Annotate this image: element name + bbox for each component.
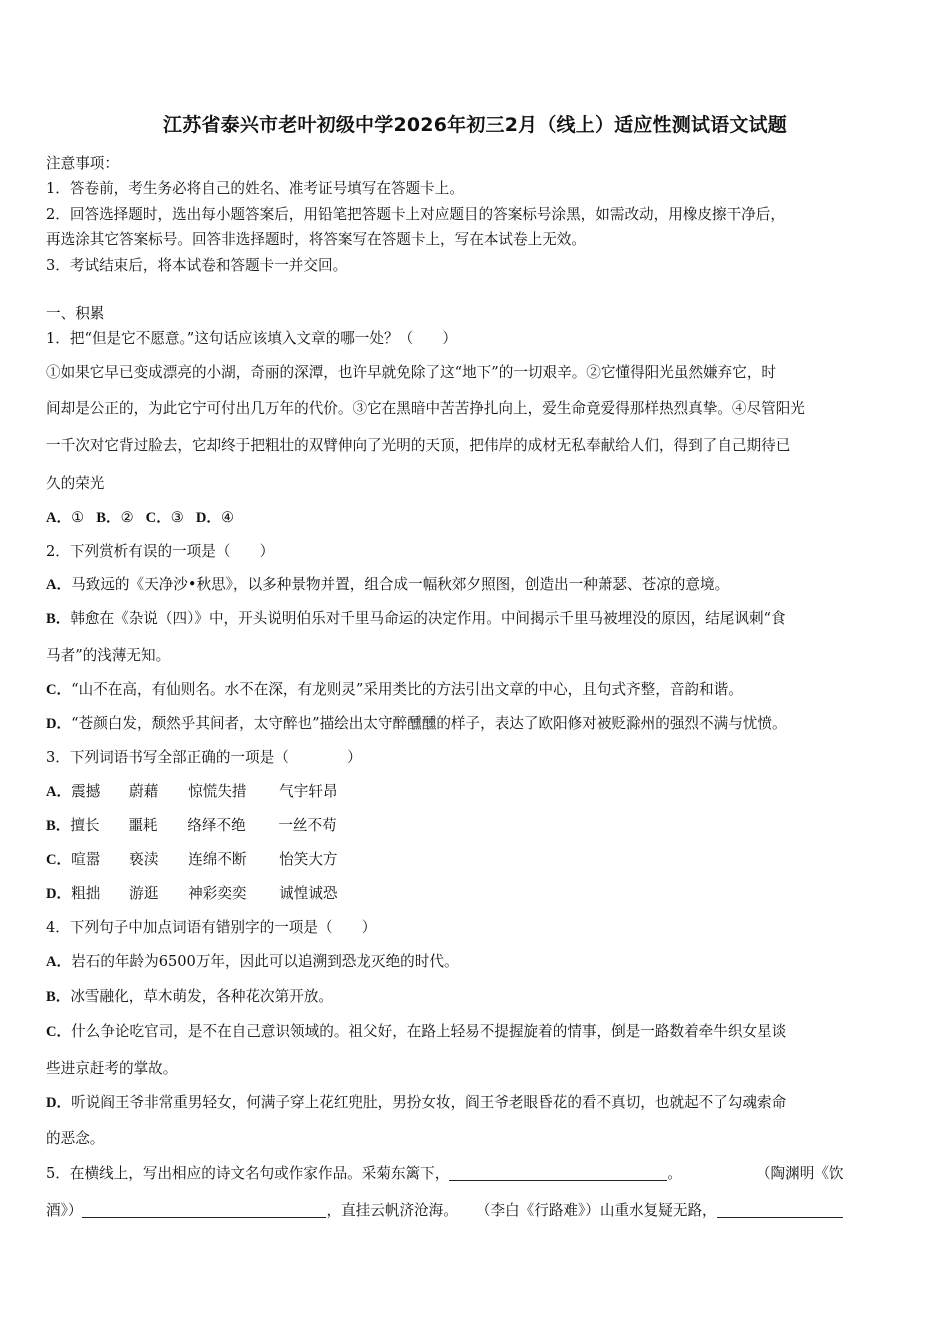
question-3-option-a — [46, 780, 906, 801]
question-4-stem — [46, 916, 906, 937]
question-3-option-b — [46, 814, 906, 835]
word: 粗拙 — [71, 885, 101, 902]
question-number: 4． — [46, 919, 70, 936]
question-number: 3． — [46, 749, 70, 766]
question-number: 2． — [46, 543, 70, 560]
notice-heading: 注意事项： — [46, 155, 119, 172]
option-text: “山不在高，有仙则名。水不在深，有龙则灵”采用类比的方法引出文章的中心，且句式齐整，音韵和谐。 — [71, 681, 743, 698]
option-text: 马致远的《天净沙•秋思》，以多种景物并置，组合成一幅秋郊夕照图，创造出一种萧瑟、苍凉的意境。 — [71, 576, 730, 593]
question-2-option-c — [46, 678, 906, 699]
word: 喧嚣 — [71, 851, 101, 868]
word: 游逛 — [129, 885, 159, 902]
question-4-option-d-line-2: 的恶念。 — [46, 1130, 105, 1147]
question-1-passage-line-1: ①如果它早已变成漂亮的小湖，奇丽的深潭，也许早就免除了这“地下”的一切艰辛。②它懂得阳光虽然嫌弃它，时 — [46, 364, 777, 381]
section-heading: 一、积累 — [46, 305, 105, 322]
question-number: 1． — [46, 330, 70, 347]
option-text: 岩石的年龄为6500万年，因此可以追溯到恐龙灭绝的时代。 — [71, 953, 459, 970]
question-text: 下列赏析有误的一项是（ ） — [69, 543, 275, 560]
notice-item-2-line-1: 2．回答选择题时，选出每小题答案后，用铅笔把答题卡上对应题目的答案标号涂黑，如需改动，用橡皮擦干净后， — [46, 206, 785, 223]
option-b-text: ② — [120, 509, 134, 526]
question-text: 下列句子中加点词语有错别字的一项是（ ） — [69, 919, 377, 936]
word: 怡笑大方 — [279, 851, 338, 868]
word: 亵渎 — [129, 851, 159, 868]
question-3-option-c — [46, 848, 906, 869]
question-3-option-d — [46, 882, 906, 903]
answer-blank-3[interactable] — [717, 1202, 843, 1218]
question-1-passage-line-4: 久的荣光 — [46, 475, 105, 492]
question-1-options — [46, 506, 906, 527]
option-label: C． — [46, 1024, 72, 1040]
question-5-line-1 — [46, 1162, 906, 1183]
question-4-option-a — [46, 950, 906, 971]
word: 络绎不绝 — [187, 817, 246, 834]
option-label: B． — [46, 611, 71, 627]
option-c-text: ③ — [170, 509, 184, 526]
question-4-option-d — [46, 1091, 906, 1112]
word: 惊慌失措 — [188, 783, 247, 800]
option-text: 听说阎王爷非常重男轻女，何满子穿上花红兜肚，男扮女妆，阎王爷老眼昏花的看不真切，也就起不了勾魂索命 — [71, 1094, 787, 1111]
option-label: D． — [46, 716, 72, 732]
question-2-option-b — [46, 607, 906, 628]
notice-item-2-line-2: 再选涂其它答案标号。回答非选择题时，将答案写在答题卡上，写在本试卷上无效。 — [46, 231, 586, 248]
notice-item-1: 1．答卷前，考生务必将自己的姓名、准考证号填写在答题卡上。 — [46, 180, 464, 197]
option-label: A． — [46, 954, 72, 970]
option-a-text: ① — [71, 509, 85, 526]
word: 连绵不断 — [188, 851, 247, 868]
option-c-label: C． — [145, 510, 171, 526]
option-label: B． — [46, 989, 71, 1005]
question-4-option-c-line-2: 些进京赶考的掌故。 — [46, 1060, 178, 1077]
question-5-line-2 — [46, 1199, 906, 1220]
answer-blank-2[interactable] — [82, 1202, 326, 1218]
question-number: 5． — [46, 1165, 70, 1182]
period: 。 — [667, 1165, 682, 1182]
option-text: 什么争论吃官司，是不在自己意识领域的。祖父好，在路上轻易不提握旋着的情事，倒是一路数着牵牛织女星谈 — [71, 1023, 787, 1040]
option-label: C． — [46, 682, 72, 698]
option-label: C． — [46, 852, 72, 868]
option-label: D． — [46, 886, 72, 902]
option-label: A． — [46, 577, 72, 593]
option-label: D． — [46, 1095, 72, 1111]
source-citation: 酒》） — [46, 1202, 83, 1219]
answer-blank-1[interactable] — [449, 1165, 667, 1181]
question-1-passage-line-3: 一千次对它背过脸去，它却终于把粗壮的双臂伸向了光明的天顶，把伟岸的成材无私奉献给人们，得到了自己期待已 — [46, 437, 791, 454]
question-1-passage-line-2: 间却是公正的，为此它宁可付出几万年的代价。③它在黑暗中苦苦挣扎向上，爱生命竟爱得那样热烈真挚。④尽管阳光 — [46, 400, 805, 417]
word: 擅长 — [70, 817, 100, 834]
option-text: 冰雪融化，草木萌发，各种花次第开放。 — [70, 988, 334, 1005]
word: 震撼 — [71, 783, 101, 800]
question-2-stem — [46, 540, 906, 561]
word: 噩耗 — [128, 817, 158, 834]
option-label: A． — [46, 784, 72, 800]
source-citation: （李白《行路难》）山重水复疑无路， — [475, 1202, 717, 1219]
question-3-stem — [46, 746, 906, 767]
option-label: B． — [46, 818, 71, 834]
question-4-option-b — [46, 985, 906, 1006]
option-d-text: ④ — [221, 509, 235, 526]
page-title: 江苏省泰兴市老叶初级中学2026年初三2月（线上）适应性测试语文试题 — [163, 114, 787, 136]
question-4-option-c — [46, 1020, 906, 1041]
question-1-stem — [46, 327, 906, 348]
question-text: 下列词语书写全部正确的一项是（ ） — [69, 749, 362, 766]
option-text: “苍颜白发，颓然乎其间者，太守醉也”描绘出太守醉醺醺的样子，表达了欧阳修对被贬滁州的强烈不满与忧愤。 — [71, 715, 787, 732]
word: 蔚藉 — [129, 783, 159, 800]
notice-item-3: 3．考试结束后，将本试卷和答题卡一并交回。 — [46, 257, 348, 274]
question-text: 在横线上，写出相应的诗文名句或作家作品。采菊东篱下， — [69, 1165, 450, 1182]
option-text: 韩愈在《杂说（四）》中，开头说明伯乐对千里马命运的决定作用。中间揭示千里马被埋没的原因，结尾讽刺“食 — [70, 610, 786, 627]
word: 诚惶诚恐 — [279, 885, 338, 902]
option-d-label: D． — [195, 510, 222, 526]
question-text: 把“但是它不愿意。”这句话应该填入文章的哪一处？（ ） — [69, 330, 457, 347]
question-2-option-d — [46, 712, 906, 733]
source-citation: （陶渊明《饮 — [755, 1165, 844, 1182]
option-a-label: A． — [46, 510, 72, 526]
question-2-option-a — [46, 573, 906, 594]
word: 一丝不苟 — [278, 817, 337, 834]
question-2-option-b-line-2: 马者”的浅薄无知。 — [46, 647, 171, 664]
option-b-label: B． — [96, 510, 121, 526]
word: 神彩奕奕 — [188, 885, 247, 902]
question-text: ，直挂云帆济沧海。 — [326, 1202, 458, 1219]
word: 气宇轩昂 — [279, 783, 338, 800]
